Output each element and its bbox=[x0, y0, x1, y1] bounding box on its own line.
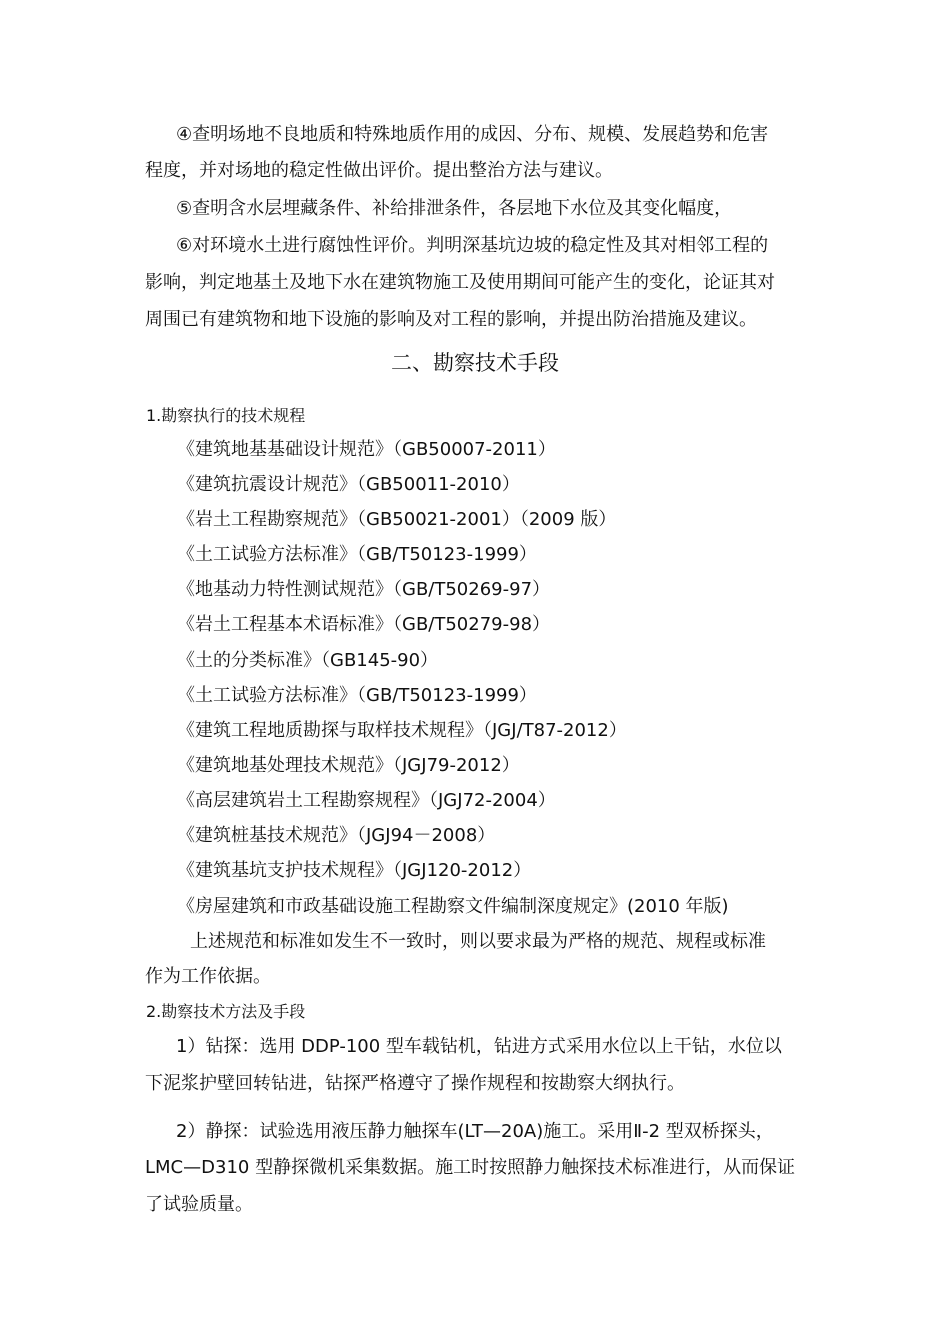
subsection-title-2: 2.勘察技术方法及手段 bbox=[146, 1002, 306, 1021]
standard-item: 《岩土工程勘察规范》（GB50021-2001）（2009 版） bbox=[177, 509, 617, 530]
standard-item: 《土工试验方法标准》（GB/T50123-1999） bbox=[177, 685, 537, 706]
note-line-1: 上述规范和标准如发生不一致时，则以要求最为严格的规范、规程或标准 bbox=[190, 931, 766, 952]
standard-item: 《建筑地基基础设计规范》（GB50007-2011） bbox=[177, 439, 556, 460]
cpt-line-1: 2）静探：试验选用液压静力触探车(LT—20A)施工。采用Ⅱ-2 型双桥探头， bbox=[176, 1121, 774, 1142]
standard-item: 《地基动力特性测试规范》（GB/T50269-97） bbox=[177, 579, 551, 600]
subsection-title-1: 1.勘察执行的技术规程 bbox=[146, 406, 306, 425]
paragraph-4-line-1: ④查明场地不良地质和特殊地质作用的成因、分布、规模、发展趋势和危害 bbox=[176, 124, 769, 145]
section-title: 二、勘察技术手段 bbox=[391, 351, 559, 375]
standard-item: 《土的分类标准》（GB145-90） bbox=[177, 650, 439, 671]
standard-item: 《建筑桩基技术规范》（JGJ94－2008） bbox=[177, 825, 496, 846]
standard-item: 《建筑地基处理技术规范》（JGJ79-2012） bbox=[177, 755, 520, 776]
standard-item: 《高层建筑岩土工程勘察规程》（JGJ72-2004） bbox=[177, 790, 556, 811]
standard-item: 《建筑工程地质勘探与取样技术规程》（JGJ/T87-2012） bbox=[177, 720, 627, 741]
drilling-line-2: 下泥浆护壁回转钻进，钻探严格遵守了操作规程和按勘察大纲执行。 bbox=[145, 1073, 685, 1094]
standard-item: 《土工试验方法标准》（GB/T50123-1999） bbox=[177, 544, 537, 565]
paragraph-6-line-3: 周围已有建筑物和地下设施的影响及对工程的影响，并提出防治措施及建议。 bbox=[145, 309, 757, 330]
cpt-line-2: LMC—D310 型静探微机采集数据。施工时按照静力触探技术标准进行，从而保证 bbox=[145, 1157, 796, 1178]
standard-item: 《岩土工程基本术语标准》（GB/T50279-98） bbox=[177, 614, 551, 635]
cpt-line-3: 了试验质量。 bbox=[145, 1194, 253, 1215]
note-line-2: 作为工作依据。 bbox=[145, 966, 271, 987]
paragraph-6-line-2: 影响，判定地基土及地下水在建筑物施工及使用期间可能产生的变化，论证其对 bbox=[145, 272, 775, 293]
paragraph-5-line-1: ⑤查明含水层埋藏条件、补给排泄条件，各层地下水位及其变化幅度， bbox=[176, 198, 733, 219]
standard-item: 《建筑抗震设计规范》（GB50011-2010） bbox=[177, 474, 520, 495]
drilling-line-1: 1）钻探：选用 DDP-100 型车载钻机，钻进方式采用水位以上干钻，水位以 bbox=[176, 1036, 782, 1057]
paragraph-6-line-1: ⑥对环境水土进行腐蚀性评价。判明深基坑边坡的稳定性及其对相邻工程的 bbox=[176, 235, 769, 256]
standard-item: 《建筑基坑支护技术规程》（JGJ120-2012） bbox=[177, 860, 532, 881]
paragraph-4-line-2: 程度，并对场地的稳定性做出评价。提出整治方法与建议。 bbox=[145, 160, 613, 181]
standard-item: 《房屋建筑和市政基础设施工程勘察文件编制深度规定》(2010 年版) bbox=[177, 896, 729, 917]
